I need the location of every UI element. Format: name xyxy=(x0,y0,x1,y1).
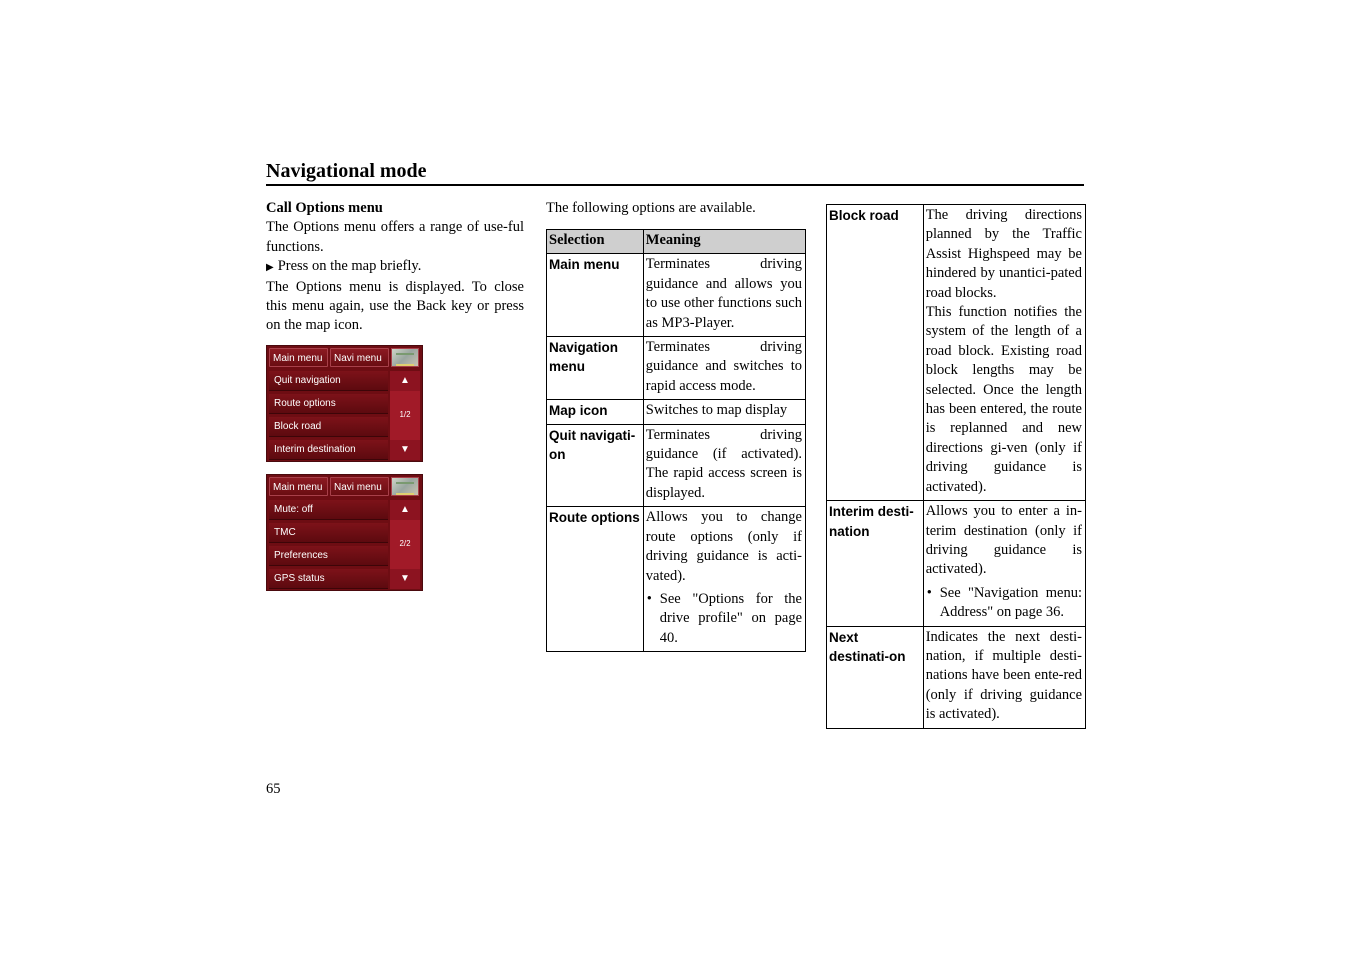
map-icon[interactable] xyxy=(391,348,419,367)
menu-item-quit-navigation[interactable]: Quit navigation xyxy=(269,371,388,391)
navi-menu-tab[interactable]: Navi menu xyxy=(330,477,389,496)
title-rule xyxy=(266,184,1084,186)
menu-item-interim-destination[interactable]: Interim destination xyxy=(269,440,388,460)
meaning-cell: Terminates driving guidance (if activated). The rapid access screen is displayed. xyxy=(643,424,805,507)
selection-cell: Quit navigati-on xyxy=(547,424,644,507)
meaning-cell xyxy=(923,205,1085,501)
section-heading: Call Options menu xyxy=(266,200,383,216)
options-table-1 xyxy=(546,229,806,652)
table-row xyxy=(827,501,1086,626)
meaning-text-2: This function notifies the system of the length of a road block. Existing road block lengths may be selected. Once the length has been entered, the route is replanned and new directions gi-ven (only if driving guidance is activated). xyxy=(925,304,1082,495)
table-row xyxy=(547,254,806,337)
meaning-cell xyxy=(923,501,1085,626)
description-paragraph: The Options menu is displayed. To close this menu again, use the Back key or press on the map icon. xyxy=(266,278,524,334)
options-table-2 xyxy=(826,204,1086,729)
meaning-cell: Terminates driving guidance and switches to rapid access mode. xyxy=(643,337,805,400)
scroll-down-icon[interactable]: ▼ xyxy=(390,569,420,589)
meaning-cell: Terminates driving guidance and allows you to use other functions such as MP3-Player. xyxy=(643,254,805,337)
selection-cell: Block road xyxy=(827,205,924,501)
menu-item-mute[interactable]: Mute: off xyxy=(269,500,388,520)
menu-item-block-road[interactable]: Block road xyxy=(269,417,388,437)
selection-cell: Navigation menu xyxy=(547,337,644,400)
triangle-bullet-icon: ▶ xyxy=(266,262,274,274)
selection-cell: Main menu xyxy=(547,254,644,337)
selection-cell: Interim desti-nation xyxy=(827,501,924,626)
menu-item-preferences[interactable]: Preferences xyxy=(269,546,388,566)
selection-cell: Route options xyxy=(547,507,644,652)
table-row xyxy=(547,424,806,507)
cross-reference: • See "Navigation menu: Address" on page 36. xyxy=(940,584,1082,623)
meaning-text: Allows you to change route options (only if driving guidance is acti-vated). xyxy=(645,509,802,584)
meaning-cell: Switches to map display xyxy=(643,400,805,424)
scroll-up-icon[interactable]: ▲ xyxy=(390,371,420,391)
map-icon[interactable] xyxy=(391,477,419,496)
meaning-text: The driving directions planned by the Traffic Assist Highspeed may be hindered by unantici-pated road blocks. xyxy=(925,207,1082,301)
table-row xyxy=(827,205,1086,501)
table-row xyxy=(547,400,806,424)
page-indicator: 2/2 xyxy=(399,539,411,548)
meaning-cell: Indicates the next desti-nation, if multiple desti-nations have been ente-red (only if driving guidance is activated). xyxy=(923,626,1085,728)
table-header-row xyxy=(547,230,806,254)
page-number: 65 xyxy=(266,781,281,797)
navi-menu-tab[interactable]: Navi menu xyxy=(330,348,389,367)
options-menu-screen-2 xyxy=(266,474,423,591)
scroll-up-icon[interactable]: ▲ xyxy=(390,500,420,520)
cross-reference: • See "Options for the drive profile" on page 40. xyxy=(660,590,802,648)
meaning-cell xyxy=(643,507,805,652)
table-row xyxy=(547,337,806,400)
main-menu-tab[interactable]: Main menu xyxy=(269,477,328,496)
meaning-text: Allows you to enter a in-terim destination (only if driving guidance is activated). xyxy=(925,503,1082,578)
table-row xyxy=(547,507,806,652)
header-meaning: Meaning xyxy=(643,230,805,254)
instruction-text: Press on the map briefly. xyxy=(277,258,422,275)
selection-cell: Map icon xyxy=(547,400,644,424)
options-intro: The following options are available. xyxy=(546,200,756,216)
main-menu-tab[interactable]: Main menu xyxy=(269,348,328,367)
intro-paragraph: The Options menu offers a range of use-ful functions. xyxy=(266,219,524,255)
selection-cell: Next destinati-on xyxy=(827,626,924,728)
scroll-down-icon[interactable]: ▼ xyxy=(390,440,420,460)
header-selection: Selection xyxy=(547,230,644,254)
intro-column xyxy=(266,199,524,336)
page-indicator: 1/2 xyxy=(399,410,411,419)
table-row xyxy=(827,626,1086,728)
instruction-step xyxy=(266,257,524,277)
menu-item-route-options[interactable]: Route options xyxy=(269,394,388,414)
page-title: Navigational mode xyxy=(266,160,427,182)
menu-item-tmc[interactable]: TMC xyxy=(269,523,388,543)
options-menu-screen-1 xyxy=(266,345,423,462)
menu-item-gps-status[interactable]: GPS status xyxy=(269,569,388,589)
